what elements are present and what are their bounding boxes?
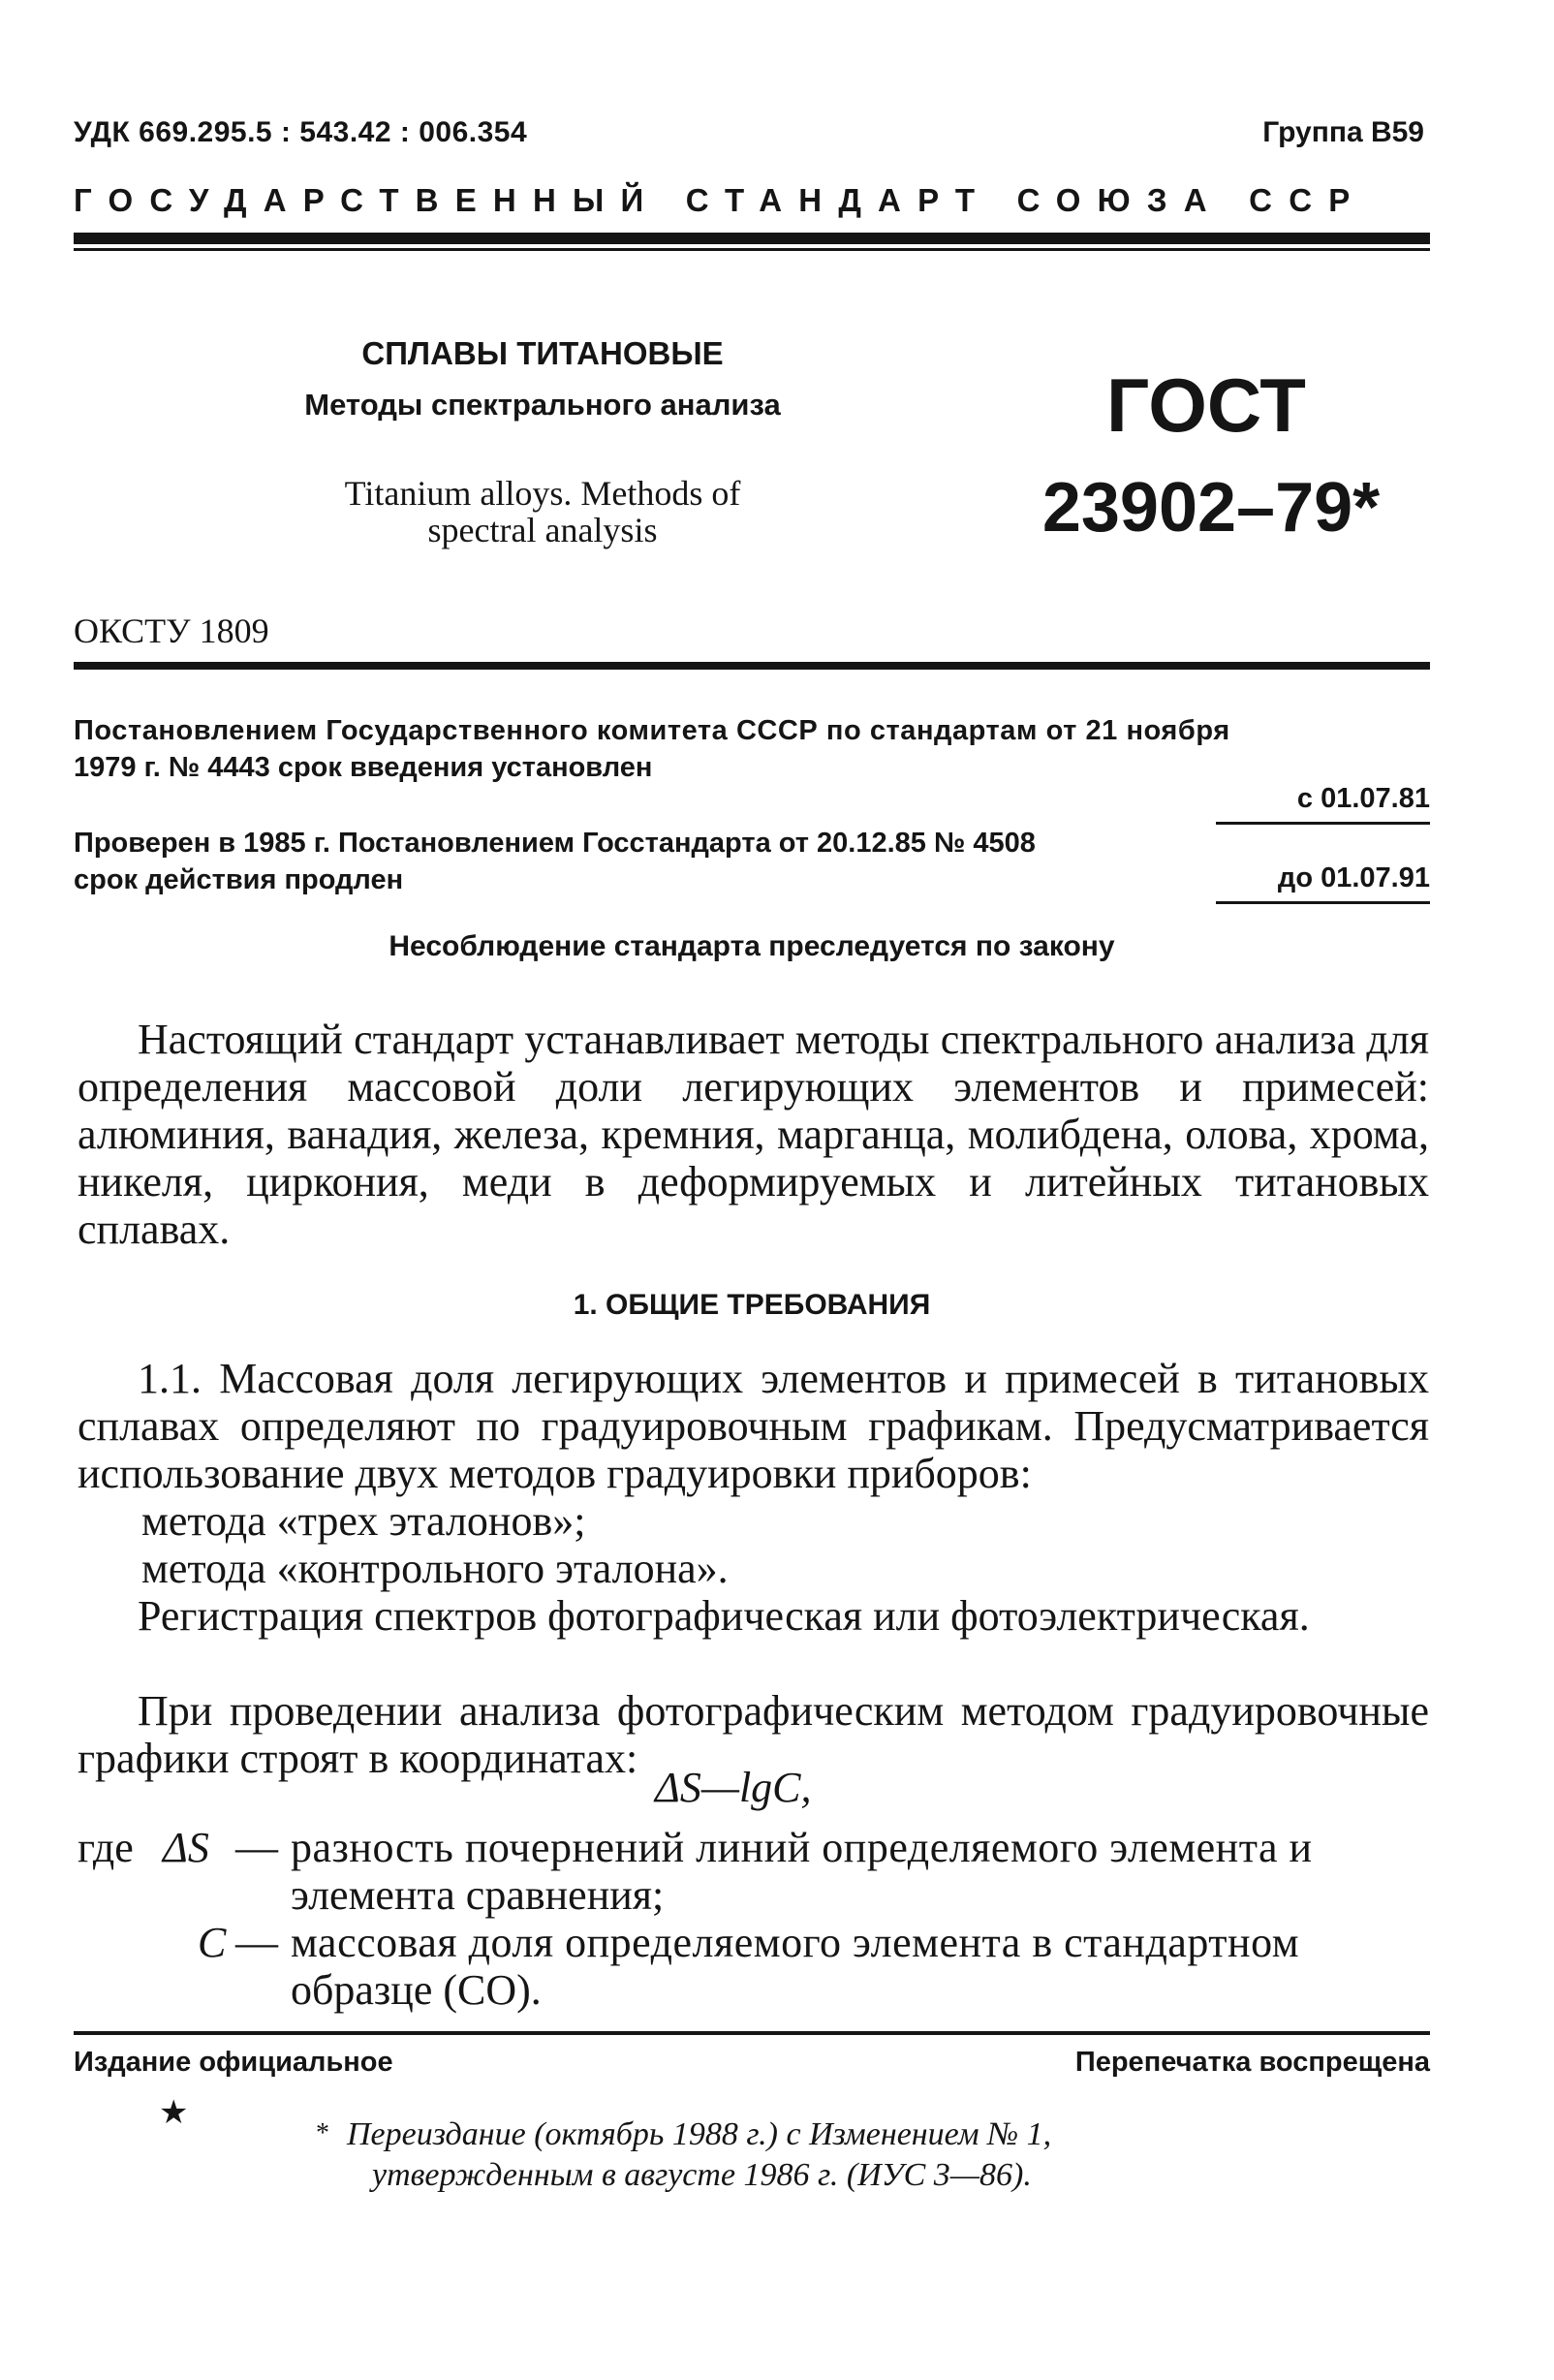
delta-s-symbol: ΔS bbox=[163, 1824, 209, 1871]
delta-s-definition-line1: разность почернений линий определяемого элемента и bbox=[291, 1824, 1313, 1871]
photographic-method-paragraph: При проведении анализа фотографическим методом градуировочные графики строят в координатах: bbox=[78, 1687, 1429, 1782]
decree-line-1: Постановлением Государственного комитета СССР по стандартам от 21 ноября bbox=[74, 715, 1230, 746]
introduction-date-rule bbox=[1216, 822, 1430, 825]
reprint-prohibited: Перепечатка воспрещена bbox=[1074, 2047, 1430, 2078]
footnote-mark: * bbox=[316, 2118, 329, 2148]
c-definition-line2: образце (СО). bbox=[291, 1966, 542, 2014]
gost-label: ГОСТ bbox=[1106, 362, 1306, 448]
russian-subtitle: Методы спектрального анализа bbox=[304, 388, 781, 422]
udk-code: УДК 669.295.5 : 543.42 : 006.354 bbox=[74, 116, 528, 148]
gost-number: 23902–79* bbox=[1041, 469, 1381, 547]
section-heading: 1. ОБЩИЕ ТРЕБОВАНИЯ bbox=[573, 1289, 931, 1321]
c-definition-line1: массовая доля определяемого элемента в стандартном bbox=[291, 1919, 1300, 1966]
group-code: Группа В59 bbox=[1262, 116, 1424, 148]
clause-1-1: 1.1. Массовая доля легирующих элементов и примесей в титановых сплавах определяют по градуировочным графикам. Предусматривается использование двух методов градуировки приборов: bbox=[78, 1355, 1429, 1497]
russian-title: СПЛАВЫ ТИТАНОВЫЕ bbox=[361, 335, 724, 371]
delta-s-definition-line2: элемента сравнения; bbox=[291, 1871, 665, 1919]
method-control-standard: метода «контрольного эталона». bbox=[141, 1545, 729, 1592]
definition-dash: — bbox=[235, 1824, 278, 1871]
method-three-standards: метода «трех эталонов»; bbox=[141, 1497, 586, 1545]
c-symbol: C bbox=[198, 1919, 227, 1966]
star-icon: ★ bbox=[159, 2095, 189, 2131]
intro-paragraph: Настоящий стандарт устанавливает методы спектрального анализа для определения массовой доли легирующих элементов и примесей: алюминия, ванадия, железа, кремния, марганца, молибдена, олова, хрома, никеля, циркония, меди в деформируемых и литейных титановых сплавах. bbox=[78, 1016, 1429, 1253]
where-word: где bbox=[78, 1824, 134, 1871]
decree-line-2: 1979 г. № 4443 срок введения установлен bbox=[74, 752, 653, 783]
extension-date: до 01.07.91 bbox=[1277, 862, 1430, 893]
official-edition: Издание официальное bbox=[74, 2047, 393, 2078]
header-rule bbox=[74, 233, 1430, 244]
state-standard-banner: ГОСУДАРСТВЕННЫЙ СТАНДАРТ СОЮЗА ССР bbox=[74, 182, 1367, 218]
footnote-line2: утвержденным в августе 1986 г. (ИУС 3—86). bbox=[372, 2157, 1032, 2193]
title-rule bbox=[74, 662, 1430, 670]
english-title-line1: Titanium alloys. Methods of bbox=[344, 474, 741, 513]
spectra-registration: Регистрация спектров фотографическая или фотоэлектрическая. bbox=[138, 1592, 1310, 1640]
legal-warning: Несоблюдение стандарта преследуется по закону bbox=[388, 930, 1115, 962]
decree-line-3: Проверен в 1985 г. Постановлением Госстандарта от 20.12.85 № 4508 bbox=[74, 828, 1036, 859]
english-title-line2: spectral analysis bbox=[427, 511, 658, 549]
header-rule-thin bbox=[74, 248, 1430, 251]
extension-date-rule bbox=[1216, 901, 1430, 904]
footer-rule bbox=[74, 2031, 1430, 2035]
definition-dash: — bbox=[235, 1919, 278, 1966]
decree-line-4: срок действия продлен bbox=[74, 864, 404, 895]
okstu-code: ОКСТУ 1809 bbox=[74, 611, 269, 650]
formula: ΔS—lgC, bbox=[655, 1764, 812, 1811]
introduction-date: с 01.07.81 bbox=[1296, 783, 1430, 814]
footnote-line1: Переиздание (октябрь 1988 г.) с Изменением № 1, bbox=[347, 2116, 1052, 2152]
